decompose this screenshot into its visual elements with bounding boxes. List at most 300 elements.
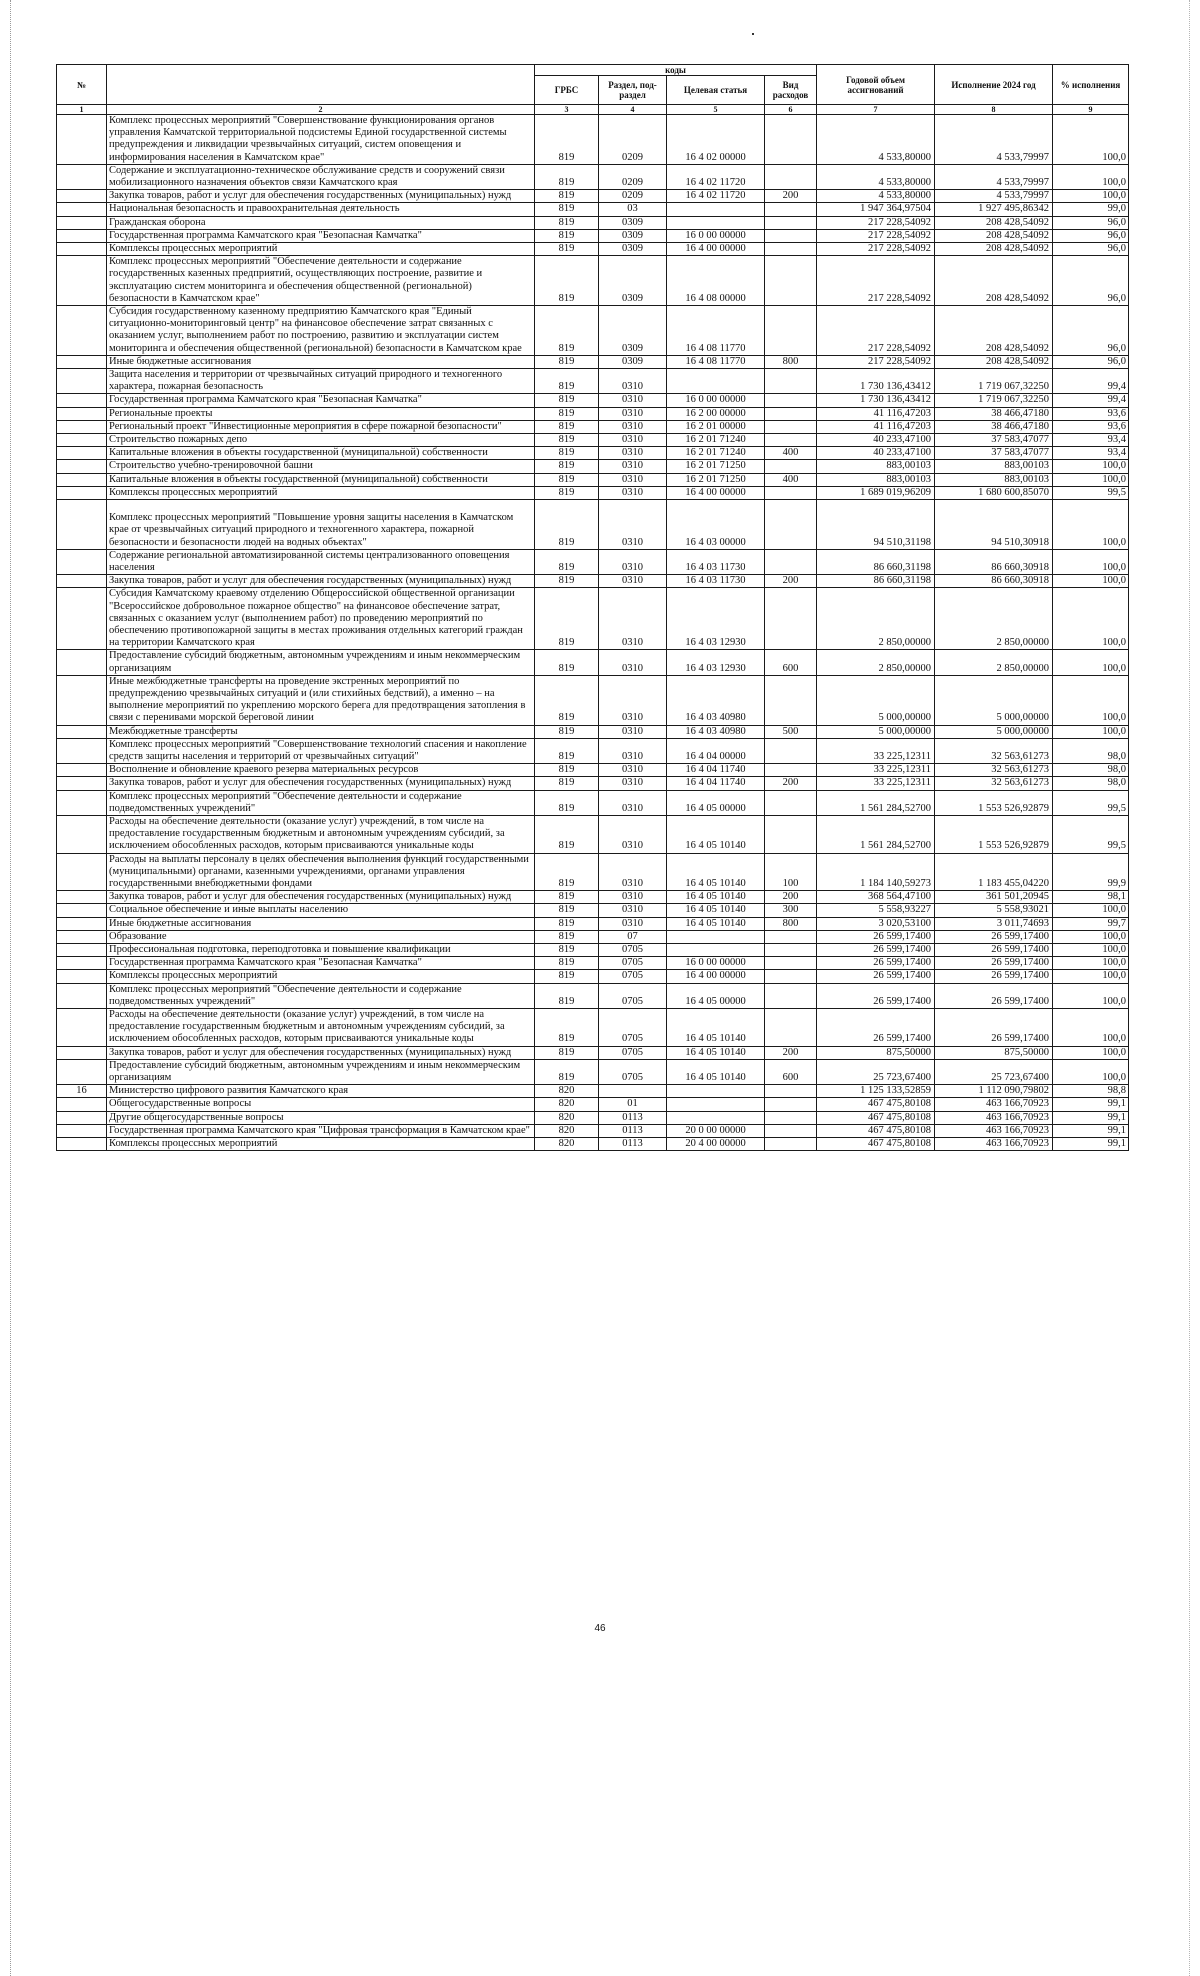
row-name: Комплексы процессных мероприятий: [107, 1138, 535, 1151]
row-execution: 361 501,20945: [935, 891, 1053, 904]
row-percent: 93,4: [1053, 434, 1129, 447]
row-name: Региональный проект "Инвестиционные мероприятия в сфере пожарной безопасности": [107, 420, 535, 433]
row-annual-allocation: 5 000,00000: [817, 675, 935, 725]
row-number: [57, 306, 107, 356]
row-annual-allocation: 217 228,54092: [817, 256, 935, 306]
table-row: [57, 447, 1129, 460]
row-section: 0310: [599, 549, 667, 574]
row-target-item: 16 4 05 10140: [667, 1009, 765, 1047]
row-target-item: 16 4 03 12930: [667, 650, 765, 675]
row-execution: 5 558,93021: [935, 904, 1053, 917]
row-percent: 96,0: [1053, 216, 1129, 229]
table-row: [57, 1124, 1129, 1137]
row-target-item: 16 2 01 71240: [667, 447, 765, 460]
table-row: [57, 930, 1129, 943]
row-number: [57, 944, 107, 957]
row-section: 0310: [599, 394, 667, 407]
row-percent: 99,5: [1053, 815, 1129, 853]
row-annual-allocation: 26 599,17400: [817, 944, 935, 957]
row-section: 0310: [599, 738, 667, 763]
row-target-item: 16 2 00 00000: [667, 407, 765, 420]
table-row: [57, 256, 1129, 306]
row-grbs: 819: [535, 243, 599, 256]
header-name: [107, 65, 535, 105]
row-annual-allocation: 217 228,54092: [817, 355, 935, 368]
row-annual-allocation: 26 599,17400: [817, 983, 935, 1008]
scan-edge-left: [10, 0, 11, 1976]
column-number: 5: [667, 105, 765, 115]
row-number: [57, 420, 107, 433]
row-grbs: 819: [535, 190, 599, 203]
row-number: [57, 394, 107, 407]
row-expense-type: [765, 675, 817, 725]
row-annual-allocation: 2 850,00000: [817, 588, 935, 650]
row-execution: 3 011,74693: [935, 917, 1053, 930]
row-percent: 100,0: [1053, 1046, 1129, 1059]
row-name: Закупка товаров, работ и услуг для обеспечения государственных (муниципальных) нужд: [107, 575, 535, 588]
row-percent: 100,0: [1053, 473, 1129, 486]
table-row: [57, 853, 1129, 891]
row-number: 16: [57, 1085, 107, 1098]
row-grbs: 819: [535, 725, 599, 738]
row-grbs: 819: [535, 203, 599, 216]
row-number: [57, 790, 107, 815]
header-percent: % исполнения: [1053, 65, 1129, 105]
row-number: [57, 764, 107, 777]
row-target-item: 16 4 05 10140: [667, 917, 765, 930]
column-numbers-row: [57, 105, 1129, 115]
row-percent: 96,0: [1053, 306, 1129, 356]
row-expense-type: 200: [765, 190, 817, 203]
row-grbs: 819: [535, 944, 599, 957]
scan-edge-right: [1189, 0, 1190, 1976]
row-grbs: 819: [535, 355, 599, 368]
table-row: [57, 190, 1129, 203]
row-number: [57, 1009, 107, 1047]
row-grbs: 819: [535, 675, 599, 725]
row-execution: 37 583,47077: [935, 434, 1053, 447]
row-section: 0310: [599, 460, 667, 473]
row-grbs: 820: [535, 1124, 599, 1137]
row-expense-type: [765, 1085, 817, 1098]
row-expense-type: [765, 229, 817, 242]
column-number: 8: [935, 105, 1053, 115]
row-number: [57, 930, 107, 943]
row-annual-allocation: 1 125 133,52859: [817, 1085, 935, 1098]
row-execution: 86 660,30918: [935, 549, 1053, 574]
row-name: Государственная программа Камчатского края "Безопасная Камчатка": [107, 229, 535, 242]
row-execution: 26 599,17400: [935, 930, 1053, 943]
row-expense-type: [765, 1138, 817, 1151]
row-execution: 38 466,47180: [935, 420, 1053, 433]
row-grbs: 819: [535, 815, 599, 853]
row-annual-allocation: 86 660,31198: [817, 549, 935, 574]
row-name: Строительство пожарных депо: [107, 434, 535, 447]
row-execution: 1 553 526,92879: [935, 790, 1053, 815]
row-section: 0310: [599, 777, 667, 790]
row-name: Капитальные вложения в объекты государственной (муниципальной) собственности: [107, 447, 535, 460]
row-grbs: 819: [535, 256, 599, 306]
header-execution: Исполнение 2024 год: [935, 65, 1053, 105]
row-percent: 98,0: [1053, 764, 1129, 777]
row-annual-allocation: 5 000,00000: [817, 725, 935, 738]
row-number: [57, 203, 107, 216]
row-name: Комплекс процессных мероприятий "Повышение уровня защиты населения в Камчатском крае от чрезвычайных ситуаций природного и техногенного характера, пожарной безопасности и безопасности людей на водных объектах": [107, 500, 535, 550]
row-percent: 99,9: [1053, 853, 1129, 891]
row-section: 0705: [599, 1046, 667, 1059]
table-row: [57, 394, 1129, 407]
row-section: 0310: [599, 575, 667, 588]
row-execution: 4 533,79997: [935, 164, 1053, 189]
row-expense-type: [765, 815, 817, 853]
row-grbs: 819: [535, 790, 599, 815]
row-annual-allocation: 217 228,54092: [817, 243, 935, 256]
row-section: 0310: [599, 650, 667, 675]
row-expense-type: [765, 434, 817, 447]
row-section: 0113: [599, 1124, 667, 1137]
row-target-item: 16 4 03 11730: [667, 575, 765, 588]
row-target-item: 16 4 02 11720: [667, 190, 765, 203]
row-annual-allocation: 94 510,31198: [817, 500, 935, 550]
table-row: [57, 203, 1129, 216]
row-target-item: 16 4 04 11740: [667, 764, 765, 777]
row-section: 01: [599, 1098, 667, 1111]
row-expense-type: [765, 460, 817, 473]
row-target-item: 16 4 03 00000: [667, 500, 765, 550]
row-number: [57, 957, 107, 970]
row-expense-type: 100: [765, 853, 817, 891]
row-expense-type: [765, 369, 817, 394]
row-target-item: 16 4 08 11770: [667, 306, 765, 356]
row-percent: 100,0: [1053, 190, 1129, 203]
row-expense-type: 200: [765, 575, 817, 588]
row-expense-type: 600: [765, 1059, 817, 1084]
row-name: Общегосударственные вопросы: [107, 1098, 535, 1111]
table-row: [57, 1059, 1129, 1084]
row-percent: 96,0: [1053, 355, 1129, 368]
row-target-item: 16 4 02 00000: [667, 115, 765, 165]
row-name: Комплексы процессных мероприятий: [107, 243, 535, 256]
row-percent: 100,0: [1053, 1059, 1129, 1084]
row-annual-allocation: 1 730 136,43412: [817, 394, 935, 407]
row-target-item: 16 4 04 00000: [667, 738, 765, 763]
table-row: [57, 500, 1129, 550]
header-codes: коды: [535, 65, 817, 76]
row-grbs: 819: [535, 777, 599, 790]
row-name: Защита населения и территории от чрезвычайных ситуаций природного и техногенного характера, пожарная безопасность: [107, 369, 535, 394]
row-name: Иные бюджетные ассигнования: [107, 355, 535, 368]
row-expense-type: [765, 764, 817, 777]
row-annual-allocation: 1 689 019,96209: [817, 486, 935, 499]
row-execution: 208 428,54092: [935, 256, 1053, 306]
column-number: 3: [535, 105, 599, 115]
row-grbs: 819: [535, 407, 599, 420]
table-row: [57, 549, 1129, 574]
row-execution: 1 680 600,85070: [935, 486, 1053, 499]
row-name: Образование: [107, 930, 535, 943]
row-section: 0209: [599, 115, 667, 165]
row-target-item: 16 4 02 11720: [667, 164, 765, 189]
table-row: [57, 1098, 1129, 1111]
row-expense-type: [765, 1009, 817, 1047]
row-expense-type: [765, 306, 817, 356]
row-target-item: 16 4 05 00000: [667, 983, 765, 1008]
row-annual-allocation: 1 184 140,59273: [817, 853, 935, 891]
row-section: 0310: [599, 369, 667, 394]
row-target-item: [667, 203, 765, 216]
row-expense-type: [765, 1124, 817, 1137]
row-name: Закупка товаров, работ и услуг для обеспечения государственных (муниципальных) нужд: [107, 1046, 535, 1059]
row-percent: 99,5: [1053, 790, 1129, 815]
row-number: [57, 1138, 107, 1151]
row-percent: 100,0: [1053, 944, 1129, 957]
column-number: 9: [1053, 105, 1129, 115]
table-row: [57, 434, 1129, 447]
row-target-item: 16 4 03 40980: [667, 725, 765, 738]
row-grbs: 819: [535, 473, 599, 486]
row-name: Гражданская оборона: [107, 216, 535, 229]
header-row-1: [57, 65, 1129, 76]
row-target-item: 16 0 00 00000: [667, 957, 765, 970]
row-annual-allocation: 41 116,47203: [817, 420, 935, 433]
row-annual-allocation: 25 723,67400: [817, 1059, 935, 1084]
table-row: [57, 420, 1129, 433]
row-grbs: 819: [535, 891, 599, 904]
row-name: Субсидия государственному казенному предприятию Камчатского края "Единый ситуационно-мониторинговый центр" на финансовое обеспечение затрат связанных с оказанием услуг, выполнением работ по построению, развитию и эксплуатации систем мониторинга и обеспечения общественной (региональной) безопасности в Камчатском крае: [107, 306, 535, 356]
row-name: Межбюджетные трансферты: [107, 725, 535, 738]
row-section: 0309: [599, 243, 667, 256]
row-grbs: 820: [535, 1085, 599, 1098]
row-name: Комплексы процессных мероприятий: [107, 970, 535, 983]
row-annual-allocation: 86 660,31198: [817, 575, 935, 588]
row-grbs: 819: [535, 1046, 599, 1059]
row-expense-type: [765, 970, 817, 983]
row-expense-type: [765, 394, 817, 407]
row-target-item: 16 0 00 00000: [667, 394, 765, 407]
row-percent: 99,4: [1053, 394, 1129, 407]
table-row: [57, 1009, 1129, 1047]
table-row: [57, 777, 1129, 790]
row-number: [57, 917, 107, 930]
row-execution: 208 428,54092: [935, 229, 1053, 242]
row-expense-type: [765, 203, 817, 216]
table-row: [57, 473, 1129, 486]
row-grbs: 819: [535, 575, 599, 588]
row-annual-allocation: 1 561 284,52700: [817, 815, 935, 853]
row-name: Министерство цифрового развития Камчатского края: [107, 1085, 535, 1098]
row-section: 0705: [599, 957, 667, 970]
row-percent: 93,6: [1053, 407, 1129, 420]
row-section: 0310: [599, 790, 667, 815]
table-row: [57, 1085, 1129, 1098]
row-grbs: 819: [535, 486, 599, 499]
row-name: Предоставление субсидий бюджетным, автономным учреждениям и иным некоммерческим организациям: [107, 650, 535, 675]
row-execution: 1 719 067,32250: [935, 369, 1053, 394]
row-grbs: 819: [535, 983, 599, 1008]
row-annual-allocation: 467 475,80108: [817, 1138, 935, 1151]
row-grbs: 819: [535, 369, 599, 394]
table-row: [57, 575, 1129, 588]
table-row: [57, 407, 1129, 420]
row-execution: 2 850,00000: [935, 588, 1053, 650]
row-expense-type: [765, 164, 817, 189]
row-section: 0310: [599, 917, 667, 930]
row-grbs: 819: [535, 420, 599, 433]
scan-artifact-dot: [752, 33, 754, 35]
row-percent: 93,4: [1053, 447, 1129, 460]
row-number: [57, 983, 107, 1008]
row-percent: 99,7: [1053, 917, 1129, 930]
row-name: Комплекс процессных мероприятий "Совершенствование функционирования органов управления Камчатской территориальной подсистемы Единой государственной системы предупреждения и ликвидации чрезвычайных ситуаций, систем оповещения и информирования населения в Камчатском крае": [107, 115, 535, 165]
row-percent: 100,0: [1053, 725, 1129, 738]
row-number: [57, 407, 107, 420]
row-execution: 5 000,00000: [935, 725, 1053, 738]
row-percent: 100,0: [1053, 164, 1129, 189]
row-section: 0705: [599, 970, 667, 983]
row-execution: 4 533,79997: [935, 190, 1053, 203]
row-grbs: 819: [535, 447, 599, 460]
row-execution: 86 660,30918: [935, 575, 1053, 588]
row-expense-type: 500: [765, 725, 817, 738]
row-execution: 26 599,17400: [935, 983, 1053, 1008]
row-section: 0310: [599, 904, 667, 917]
row-annual-allocation: 217 228,54092: [817, 229, 935, 242]
row-target-item: 16 4 03 11730: [667, 549, 765, 574]
row-name: Субсидия Камчатскому краевому отделению Общероссийской общественной организации "Всероссийское добровольное пожарное общество" на финансовое обеспечение затрат, связанных с оказанием услуг (выполнением работ) по проведению мероприятий по обеспечению противопожарной защиты в местах проживания отдельных категорий граждан на территории Камчатского края: [107, 588, 535, 650]
row-target-item: 16 4 00 00000: [667, 970, 765, 983]
row-grbs: 820: [535, 1138, 599, 1151]
row-name: Расходы на обеспечение деятельности (оказание услуг) учреждений, в том числе на предоставление государственным бюджетным и автономным учреждениям субсидий, за исключением обособленных расходов, которым присваиваются уникальные коды: [107, 1009, 535, 1047]
row-name: Закупка товаров, работ и услуг для обеспечения государственных (муниципальных) нужд: [107, 190, 535, 203]
row-percent: 99,1: [1053, 1138, 1129, 1151]
row-grbs: 819: [535, 1009, 599, 1047]
table-row: [57, 588, 1129, 650]
row-section: 0309: [599, 216, 667, 229]
row-name: Государственная программа Камчатского края "Безопасная Камчатка": [107, 394, 535, 407]
row-target-item: 16 4 05 10140: [667, 853, 765, 891]
row-target-item: [667, 944, 765, 957]
row-name: Национальная безопасность и правоохранительная деятельность: [107, 203, 535, 216]
row-percent: 99,4: [1053, 369, 1129, 394]
row-number: [57, 164, 107, 189]
table-row: [57, 355, 1129, 368]
row-execution: 463 166,70923: [935, 1138, 1053, 1151]
table-row: [57, 1111, 1129, 1124]
row-target-item: 16 0 00 00000: [667, 229, 765, 242]
row-percent: 100,0: [1053, 957, 1129, 970]
row-name: Комплекс процессных мероприятий "Обеспечение деятельности и содержание подведомственных учреждений": [107, 790, 535, 815]
row-execution: 32 563,61273: [935, 738, 1053, 763]
row-percent: 100,0: [1053, 930, 1129, 943]
row-annual-allocation: 217 228,54092: [817, 306, 935, 356]
row-section: 0113: [599, 1138, 667, 1151]
row-execution: 94 510,30918: [935, 500, 1053, 550]
row-annual-allocation: 40 233,47100: [817, 447, 935, 460]
row-expense-type: [765, 1098, 817, 1111]
row-target-item: [667, 1098, 765, 1111]
row-grbs: 819: [535, 229, 599, 242]
row-number: [57, 369, 107, 394]
row-name: Предоставление субсидий бюджетным, автономным учреждениям и иным некоммерческим организациям: [107, 1059, 535, 1084]
row-name: Региональные проекты: [107, 407, 535, 420]
row-target-item: 16 4 00 00000: [667, 243, 765, 256]
row-expense-type: [765, 500, 817, 550]
row-annual-allocation: 4 533,80000: [817, 190, 935, 203]
row-annual-allocation: 33 225,12311: [817, 764, 935, 777]
row-execution: 26 599,17400: [935, 1009, 1053, 1047]
row-execution: 4 533,79997: [935, 115, 1053, 165]
row-section: [599, 1085, 667, 1098]
table-row: [57, 164, 1129, 189]
row-number: [57, 1124, 107, 1137]
header-target-item: Целевая статья: [667, 76, 765, 105]
row-section: 0310: [599, 420, 667, 433]
row-number: [57, 904, 107, 917]
row-grbs: 819: [535, 917, 599, 930]
row-target-item: 16 4 03 40980: [667, 675, 765, 725]
row-number: [57, 588, 107, 650]
row-annual-allocation: 467 475,80108: [817, 1124, 935, 1137]
row-name: Социальное обеспечение и иные выплаты населению: [107, 904, 535, 917]
row-name: Содержание и эксплуатационно-техническое обслуживание средств и сооружений связи мобилизационного назначения объектов связи Камчатского края: [107, 164, 535, 189]
column-number: 6: [765, 105, 817, 115]
row-number: [57, 725, 107, 738]
row-percent: 100,0: [1053, 588, 1129, 650]
row-execution: 32 563,61273: [935, 764, 1053, 777]
row-name: Капитальные вложения в объекты государственной (муниципальной) собственности: [107, 473, 535, 486]
row-execution: 883,00103: [935, 473, 1053, 486]
row-section: 0705: [599, 1009, 667, 1047]
row-target-item: [667, 216, 765, 229]
row-execution: 32 563,61273: [935, 777, 1053, 790]
row-section: 0309: [599, 229, 667, 242]
row-name: Иные бюджетные ассигнования: [107, 917, 535, 930]
row-grbs: 819: [535, 216, 599, 229]
row-number: [57, 853, 107, 891]
row-grbs: 819: [535, 738, 599, 763]
row-grbs: 819: [535, 764, 599, 777]
row-annual-allocation: 1 730 136,43412: [817, 369, 935, 394]
row-expense-type: 200: [765, 777, 817, 790]
row-target-item: 16 2 01 71250: [667, 460, 765, 473]
row-name: Закупка товаров, работ и услуг для обеспечения государственных (муниципальных) нужд: [107, 891, 535, 904]
column-number: 1: [57, 105, 107, 115]
row-target-item: 20 0 00 00000: [667, 1124, 765, 1137]
row-execution: 463 166,70923: [935, 1098, 1053, 1111]
row-expense-type: [765, 957, 817, 970]
row-section: 0705: [599, 1059, 667, 1084]
row-annual-allocation: 883,00103: [817, 473, 935, 486]
row-name: Иные межбюджетные трансферты на проведение экстренных мероприятий по предупреждению чрезвычайных ситуаций и (или стихийных бедствий), а именно – на выполнение мероприятий по укреплению морского берега для предотвращения затопления в связи с перенивами морской береговой линии: [107, 675, 535, 725]
row-percent: 98,8: [1053, 1085, 1129, 1098]
header-annual-allocation: Годовой объем ассигнований: [817, 65, 935, 105]
row-number: [57, 1046, 107, 1059]
row-percent: 98,1: [1053, 891, 1129, 904]
row-execution: 1 719 067,32250: [935, 394, 1053, 407]
row-section: 0310: [599, 815, 667, 853]
row-number: [57, 500, 107, 550]
row-execution: 208 428,54092: [935, 243, 1053, 256]
row-number: [57, 256, 107, 306]
row-target-item: [667, 369, 765, 394]
row-annual-allocation: 2 850,00000: [817, 650, 935, 675]
row-name: Расходы на обеспечение деятельности (оказание услуг) учреждений, в том числе на предоставление государственным бюджетным и автономным учреждениям субсидий, за исключением обособленных расходов, которым присваиваются уникальные коды: [107, 815, 535, 853]
row-grbs: 819: [535, 970, 599, 983]
row-expense-type: [765, 983, 817, 1008]
row-expense-type: [765, 216, 817, 229]
row-expense-type: 200: [765, 1046, 817, 1059]
row-annual-allocation: 33 225,12311: [817, 777, 935, 790]
